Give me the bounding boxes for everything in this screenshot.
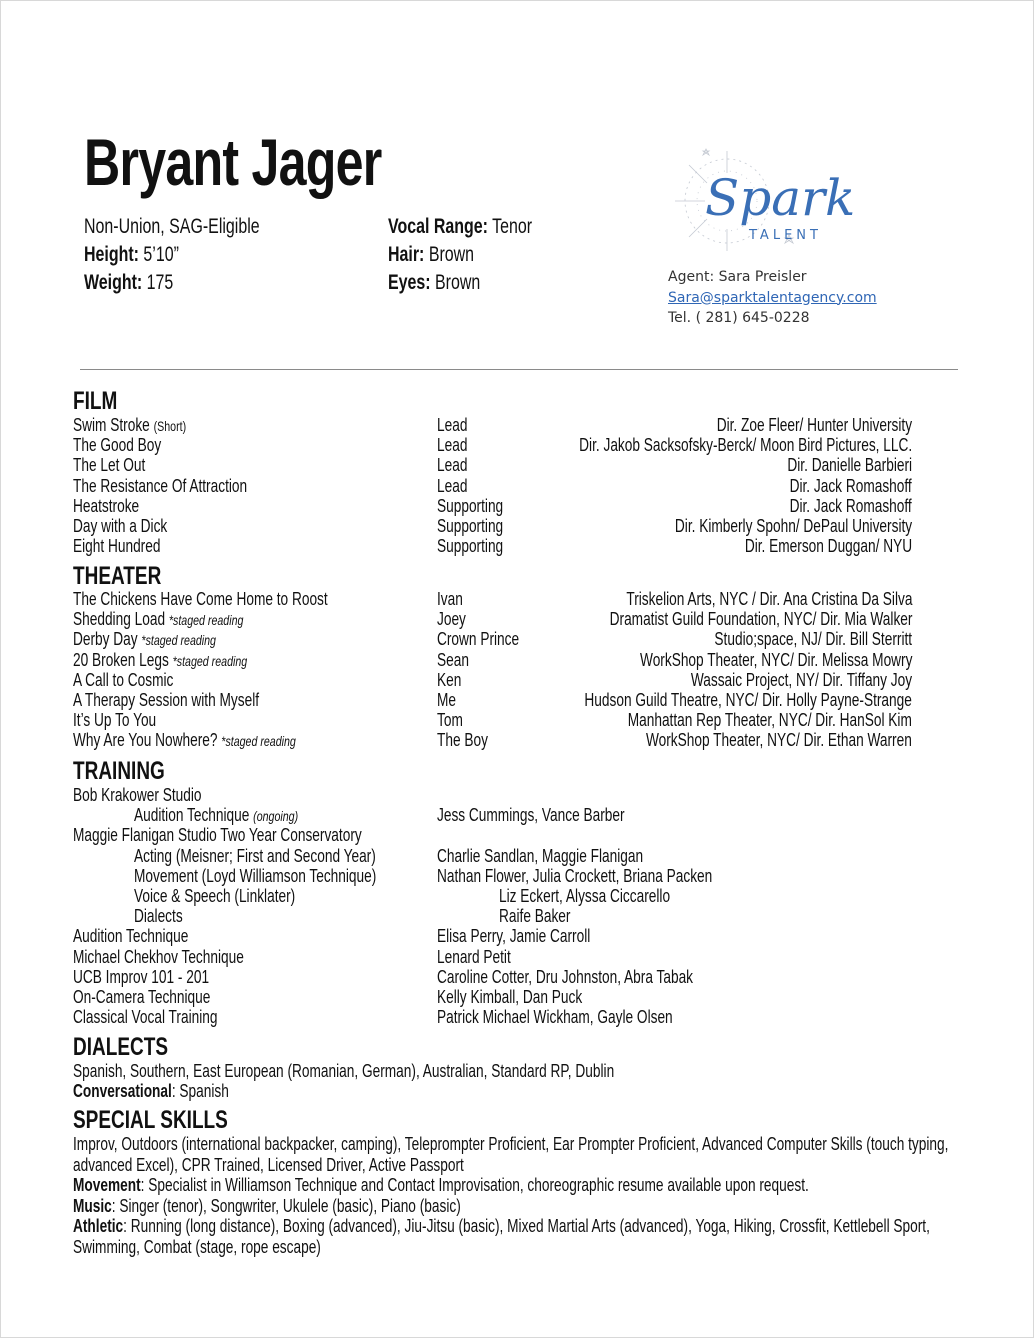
training-subject-cell [73,785,242,805]
theater-row [73,650,912,670]
header-divider [80,369,958,370]
credit-role: Tom [437,710,463,731]
credit-role: Joey [437,609,466,630]
training-subject-cell [73,967,252,987]
training-subject: UCB Improv 101 - 201 [73,966,210,987]
credit-director: WorkShop Theater, NYC/ Dir. Ethan Warren [646,730,912,751]
credit-title: The Let Out [73,455,146,476]
film-row [73,476,912,496]
credit-role: Crown Prince [437,629,520,650]
theater-credit-cell [562,730,912,750]
training-row [73,926,912,946]
film-role-cell [437,516,524,536]
film-title-cell [73,496,160,516]
training-teachers: Elisa Perry, Jamie Carroll [437,926,591,947]
credit-title: Why Are You Nowhere? [73,730,218,751]
agent-name: Agent: Sara Preisler [668,269,807,285]
training-teachers: Lenard Petit [437,946,511,967]
eyes-label: Eyes: [388,271,431,294]
dialects-heading: DIALECTS [73,1033,168,1061]
credit-director: Dir. Kimberly Spohn/ DePaul University [674,516,912,536]
credit-title: Derby Day [73,629,138,650]
theater-role-cell [437,589,471,609]
training-subject-cell [73,947,298,967]
height-label: Height: [84,243,139,266]
training-subject-cell [134,805,350,826]
theater-credit-cell [481,690,912,710]
conversational-value: : Spanish [171,1081,229,1101]
theater-title-cell [73,710,182,730]
film-role-cell [437,536,524,556]
logo-subtitle: TALENT [749,228,822,243]
credit-title: It’s Up To You [73,710,157,731]
training-teachers: Patrick Michael Wickham, Gayle Olsen [437,1007,673,1028]
height-value: 5’10” [143,243,179,266]
union-status: Non-Union, SAG-Eligible [84,215,260,238]
credit-title: A Therapy Session with Myself [73,690,260,710]
theater-row [73,690,912,710]
credit-note: *staged reading [168,612,244,629]
theater-credit-cell [514,609,912,629]
conversational-label: Conversational [73,1081,172,1101]
eyes-value: Brown [435,271,481,294]
music-value: : Singer (tenor), Songwriter, Ukulele (basic), Piano (basic) [111,1195,461,1216]
skills-heading: SPECIAL SKILLS [73,1106,228,1134]
stats-right [388,213,577,297]
training-subject-cell [73,987,254,1007]
dialects-conversational [73,1081,278,1101]
training-row [73,987,912,1007]
credit-director: Triskelion Arts, NYC / Dir. Ana Cristina Da Silva [625,589,912,609]
training-heading: TRAINING [73,757,165,785]
theater-role-cell [437,650,479,670]
credit-title: The Chickens Have Come Home to Roost [73,589,328,609]
credit-director: Dir. Jack Romashoff [789,495,912,516]
training-teachers-cell [499,906,593,926]
theater-role-cell [437,670,469,690]
credit-role: Lead [437,435,468,456]
theater-credit-cell [554,650,912,670]
theater-row [73,589,912,609]
spark-talent-logo [665,143,865,261]
training-subject: Audition Technique [134,805,250,826]
credit-director: Manhattan Rep Theater, NYC/ Dir. HanSol Kim [627,710,912,731]
training-row [73,846,912,866]
film-credit-cell [751,476,912,496]
skills-athletic [73,1216,970,1257]
theater-title-cell [73,730,366,751]
credit-director: Dramatist Guild Foundation, NYC/ Dir. Mia Walker [609,609,912,630]
training-teachers: Liz Eckert, Alyssa Ciccarello [499,886,671,906]
theater-title-cell [73,690,318,710]
film-title-cell [73,435,189,455]
theater-credit-cell [536,589,912,609]
training-row [73,906,912,926]
training-row [73,886,912,906]
credit-role: Ivan [437,589,463,609]
film-title-cell [73,415,222,436]
training-teachers: Nathan Flower, Julia Crockett, Briana Packen [437,865,713,886]
credit-title: Swim Stroke [73,415,150,435]
training-row [73,805,912,825]
theater-row [73,730,912,750]
theater-title-cell [73,670,205,690]
credit-role: Ken [437,669,462,690]
film-credit-cell [655,415,912,435]
theater-credit-cell [621,670,912,690]
credit-title: Day with a Dick [73,516,168,536]
hair-label: Hair: [388,243,425,266]
credit-director: Dir. Danielle Barbieri [787,455,912,476]
credit-role: Me [437,690,457,710]
credit-title: The Good Boy [73,435,162,456]
weight-value: 175 [146,271,174,294]
credit-role: Supporting [437,536,504,557]
credit-role: Lead [437,475,468,496]
theater-title-cell [73,609,297,630]
skills-general: Improv, Outdoors (international backpacker, camping), Teleprompter Proficient, Ear Prompter Proficient, Advanced Computer Skills (touch typing, advanced Excel), CPR Trained, Licensed Driver, Active Passport [73,1134,949,1175]
training-subject-cell [134,846,452,866]
training-row [73,866,912,886]
credit-title: Shedding Load [73,609,166,630]
training-subject-cell [134,906,198,926]
training-subject-cell [73,1007,263,1027]
dialects-list: Spanish, Southern, East European (Romanian, German), Australian, Standard RP, Dublin [73,1061,615,1081]
skills-movement [73,1175,970,1196]
credit-title: 20 Broken Legs [73,649,169,670]
movement-label: Movement [73,1175,141,1195]
training-subject: Bob Krakower Studio [73,785,202,805]
logo-wordmark: Spark [705,169,856,227]
film-credit-cell [692,536,912,556]
film-credit-cell [748,455,912,475]
stats-left [84,213,315,297]
training-row [73,825,912,845]
training-teachers-cell [437,987,628,1007]
athletic-label: Athletic [73,1216,124,1236]
credit-role: Lead [437,455,468,476]
training-subject: Voice & Speech (Linklater) [134,886,296,906]
training-teachers: Jess Cummings, Vance Barber [437,805,625,826]
training-row [73,1007,912,1027]
vocal-label: Vocal Range: [388,215,488,238]
training-subject: Dialects [134,906,183,927]
film-row [73,435,912,455]
film-heading: FILM [73,387,118,415]
training-subject: On-Camera Technique [73,987,211,1007]
movement-value: : Specialist in Williamson Technique and Contact Improvisation, choreographic resume available upon request. [140,1175,809,1195]
agent-contact [668,267,877,329]
athletic-value: : Running (long distance), Boxing (advanced), Jiu-Jitsu (basic), Mixed Martial Arts (advanced), Yoga, Hiking, Crossfit, Kettlebell Sport, Swimming, Combat (stage, rope escape) [73,1216,930,1257]
film-role-cell [437,476,477,496]
film-title-cell [73,536,188,556]
skills-body [73,1134,970,1257]
weight-label: Weight: [84,271,143,294]
training-teachers-cell [437,1007,747,1027]
training-teachers: Caroline Cotter, Dru Johnston, Abra Tabak [437,966,694,987]
training-subject-cell [134,866,453,886]
credit-role: Supporting [437,495,504,516]
credit-title: A Call to Cosmic [73,669,174,690]
training-row [73,947,912,967]
credit-director: Studio;space, NJ/ Dir. Bill Sterritt [714,629,912,650]
training-teachers-cell [437,926,639,946]
hair-value: Brown [428,243,475,266]
theater-title-cell [73,650,302,671]
film-credit-cell [474,435,912,455]
credit-note: *staged reading [221,733,296,750]
theater-role-cell [437,690,462,710]
film-row [73,415,912,435]
theater-row [73,629,912,649]
training-teachers-cell [437,947,534,967]
training-subject: Classical Vocal Training [73,1007,218,1028]
theater-title-cell [73,589,408,609]
credit-director: Dir. Jakob Sacksofsky-Berck/ Moon Bird Pictures, LLC. [579,435,912,456]
film-row [73,536,912,556]
theater-row [73,670,912,690]
theater-credit-cell [652,629,912,649]
training-teachers-cell [437,805,684,825]
training-subject: Audition Technique [73,926,189,947]
theater-credit-cell [538,710,912,730]
credit-title: The Resistance Of Attraction [73,475,248,496]
actor-name: Bryant Jager [84,125,382,199]
theater-role-cell [437,629,545,649]
credit-note: *staged reading [141,632,216,649]
theater-heading: THEATER [73,562,162,590]
music-label: Music [73,1195,112,1216]
training-teachers-cell [437,846,708,866]
credit-title: Eight Hundred [73,536,161,557]
training-subject: Maggie Flanigan Studio Two Year Conservatory [73,825,362,846]
theater-row [73,609,912,629]
credit-note: *staged reading [172,652,248,669]
training-teachers-cell [437,866,799,886]
credit-role: Lead [437,415,468,435]
credit-title: Heatstroke [73,495,140,516]
vocal-value: Tenor [492,215,533,238]
training-note: (ongoing) [253,808,299,825]
training-subject-cell [73,926,225,946]
film-title-cell [73,476,302,496]
theater-title-cell [73,629,261,650]
credit-director: Hudson Guild Theatre, NYC/ Dir. Holly Payne-Strange [584,690,912,710]
training-subject: Michael Chekhov Technique [73,946,244,967]
theater-row [73,710,912,730]
training-row [73,967,912,987]
film-title-cell [73,516,197,536]
credit-role: The Boy [437,730,488,751]
training-subject: Acting (Meisner; First and Second Year) [134,845,376,866]
training-teachers: Raife Baker [499,906,571,927]
training-row [73,785,912,805]
credit-director: Dir. Zoe Fleer/ Hunter University [716,415,912,435]
film-role-cell [437,435,477,455]
theater-role-cell [437,609,475,629]
film-title-cell [73,455,168,475]
training-teachers-cell [437,967,774,987]
credit-director: WorkShop Theater, NYC/ Dir. Melissa Mowry [639,649,912,670]
film-row [73,516,912,536]
film-row [73,496,912,516]
training-teachers: Kelly Kimball, Dan Puck [437,987,583,1007]
theater-role-cell [437,710,471,730]
film-role-cell [437,415,477,435]
training-teachers: Charlie Sandlan, Maggie Flanigan [437,845,644,866]
credit-note: (Short) [153,418,187,434]
film-credit-cell [600,516,912,536]
credit-director: Dir. Jack Romashoff [789,475,912,496]
training-subject: Movement (Loyd Williamson Technique) [134,865,377,886]
training-teachers-cell [499,886,724,906]
training-subject-cell [134,886,346,906]
credit-role: Supporting [437,516,504,536]
credit-director: Wassaic Project, NY/ Dir. Tiffany Joy [690,669,912,690]
film-credit-cell [751,496,912,516]
credit-director: Dir. Emerson Duggan/ NYU [744,536,912,557]
agent-email-link[interactable]: Sara@sparktalentagency.com [668,289,877,306]
film-role-cell [437,455,477,475]
film-role-cell [437,496,524,516]
skills-music [73,1196,970,1217]
film-row [73,455,912,475]
credit-role: Sean [437,649,469,670]
training-subject-cell [73,825,453,845]
agent-phone: Tel. ( 281) 645-0228 [668,310,810,326]
theater-role-cell [437,730,504,750]
